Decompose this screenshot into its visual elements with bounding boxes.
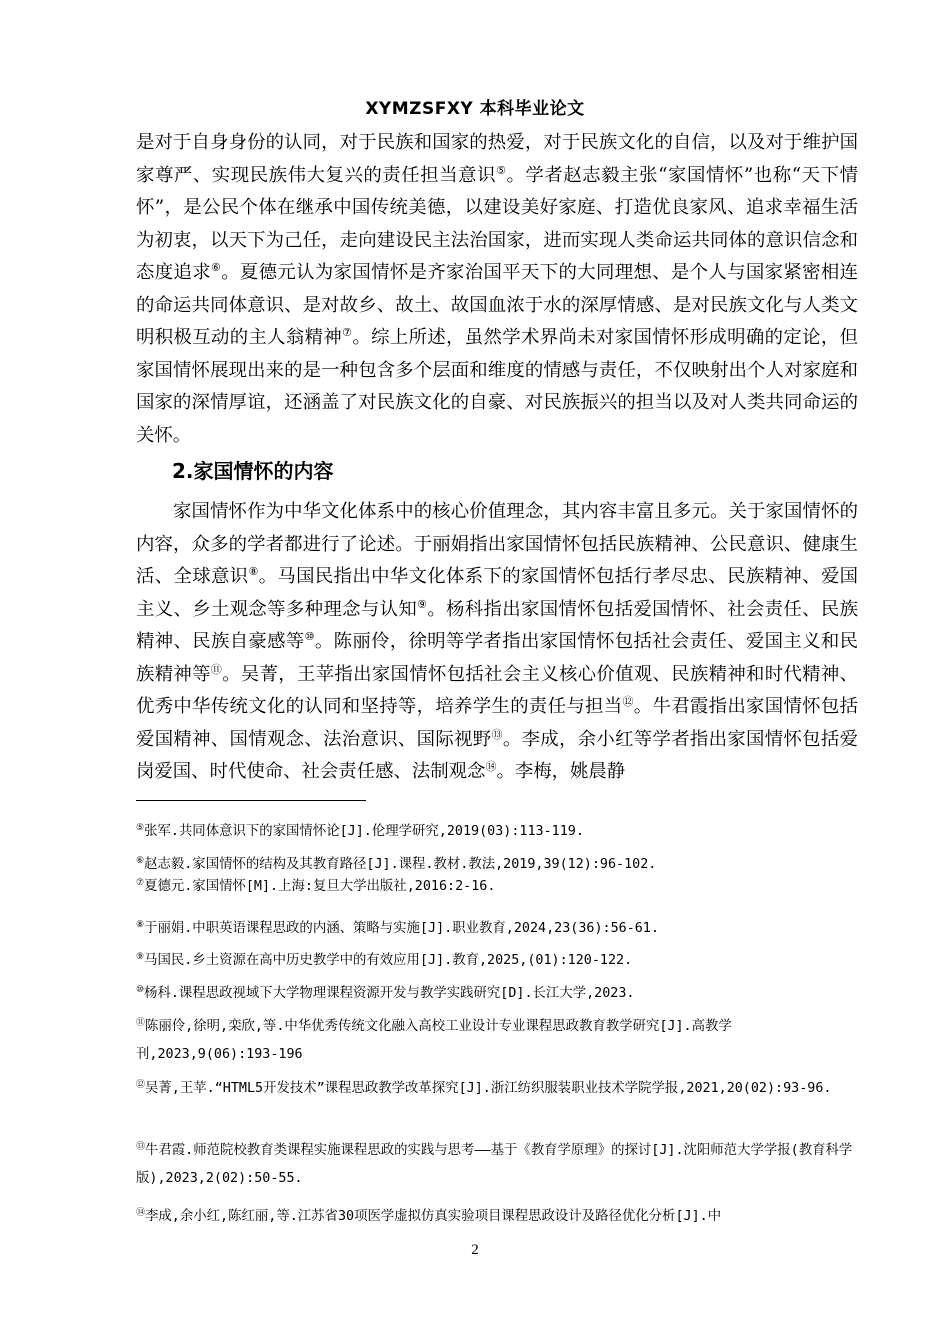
- text-run: 。综上所述，虽然学术界尚未对家国情怀形成明确的定论，但家国情怀展现出来的是一种包含多个层面和维度的情感与责任，不仅映射出个人对家庭和国家的深情厚谊，还涵盖了对民族文化的自豪、对民族振兴的担当以及对人类共同命运的关怀。: [136, 327, 858, 446]
- footnote-mark: ⑤: [136, 823, 145, 833]
- footnote: [136, 1013, 860, 1069]
- footnote-ref[interactable]: ⑨: [417, 597, 428, 611]
- footnote: [136, 1137, 860, 1193]
- footnote-text: 吴菁,王苹.“HTML5开发技术”课程思政教学改革探究[J].浙江纺织服装职业技术学院学报,2021,20(02):93-96.: [145, 1081, 832, 1096]
- footnote-mark: ⑭: [136, 1208, 146, 1218]
- footnote-ref[interactable]: ⑩: [304, 630, 315, 643]
- footnote-text: 杨科.课程思政视域下大学物理课程资源开发与教学实践研究[D].长江大学,2023.: [144, 986, 635, 1001]
- page-header: XYMZSFXY 本科毕业论文: [365, 99, 585, 119]
- footnote-text: 李成,余小红,陈红丽,等.江苏省30项医学虚拟仿真实验项目课程思政设计及路径优化分析[J].中: [145, 1209, 722, 1224]
- footnote-mark: ⑦: [136, 878, 145, 888]
- footnote-mark: ⑧: [136, 920, 145, 930]
- footnote-text: 张军.共同体意识下的家国情怀论[J].伦理学研究,2019(03):113-119.: [144, 824, 584, 839]
- footnote: [136, 915, 860, 943]
- text-run: 家国情怀作为中华文化体系中的核心价值理念，其内容丰富且多元。关于家国情怀的内容，众多的学者都进行了论述。于丽娟指出家国情怀包括民族精神、公民意识、健康生活、全球意识: [136, 501, 858, 587]
- text-run: 。牛君霞指出家国情怀包括爱国精神、国情观念、法治意识、国际视野: [136, 696, 858, 750]
- footnote-ref[interactable]: ⑤: [496, 163, 507, 177]
- section-heading: 2.家国情怀的内容: [172, 459, 334, 483]
- footnote-text: 赵志毅.家国情怀的结构及其教育路径[J].课程.教材.教法,2019,39(12):96-102.: [144, 857, 657, 872]
- footnote-ref[interactable]: ⑧: [248, 565, 259, 578]
- footnote-text: 夏德元.家国情怀[M].上海:复旦大学出版社,2016:2-16.: [144, 879, 496, 894]
- footnote: [136, 818, 860, 846]
- footnote-ref[interactable]: ⑦: [342, 326, 353, 339]
- footnote-mark: ⑩: [136, 985, 145, 995]
- paragraph-content: [136, 496, 858, 789]
- text-run: 。马国民指出中华文化体系下的家国情怀包括行孝尽忠、民族精神、爱国主义、乡土观念等多种理念与认知: [136, 566, 858, 620]
- footnote-text: 牛君霞.师范院校教育类课程实施课程思政的实践与思考——基于《教育学原理》的探讨[J].沈阳师范大学学报(教育科学版),2023,2(02):50-55.: [136, 1143, 853, 1186]
- footnote-mark: ⑫: [136, 1080, 146, 1090]
- footnote: [136, 947, 860, 975]
- footnote-ref[interactable]: ⑭: [485, 760, 497, 773]
- footnote: [136, 1203, 860, 1231]
- text-run: 。夏德元认为家国情怀是齐家治国平天下的大同理想、是个人与国家紧密相连的命运共同体意识、是对故乡、故土、故国血浓于水的深厚情感、是对民族文化与人类文明积极互动的主人翁精神: [136, 262, 858, 348]
- text-run: 。吴菁，王苹指出家国情怀包括社会主义核心价值观、民族精神和时代精神、优秀中华传统文化的认同和坚持等，培养学生的责任与担当: [136, 663, 858, 717]
- footnote-ref[interactable]: ⑫: [622, 695, 634, 708]
- text-run: 是对于自身身份的认同，对于民族和国家的热爱，对于民族文化的自信，以及对于维护国家尊严、实现民族伟大复兴的责任担当意识: [136, 132, 858, 186]
- footnote-text: 马国民.乡土资源在高中历史教学中的有效应用[J].教育,2025,(01):120-122.: [144, 953, 633, 968]
- text-run: 。杨科指出家国情怀包括爱国情怀、社会责任、民族精神、民族自豪感等: [136, 598, 858, 652]
- footnote: [136, 1075, 860, 1103]
- footnote: [136, 873, 860, 901]
- footnote-mark: ⑪: [136, 1018, 146, 1028]
- text-run: 。陈丽伶，徐明等学者指出家国情怀包括社会责任、爱国主义和民族精神等: [136, 631, 858, 685]
- footnote-separator: [136, 800, 366, 801]
- footnote-ref[interactable]: ⑬: [491, 727, 503, 741]
- text-run: 。李成，余小红等学者指出家国情怀包括爱岗爱国、时代使命、社会责任感、法制观念: [136, 728, 858, 782]
- paragraph-definition: [136, 127, 858, 452]
- footnote: [136, 980, 860, 1008]
- page-number: 2: [471, 1242, 479, 1258]
- footnote-ref[interactable]: ⑥: [210, 261, 222, 274]
- footnote-text: 于丽娟.中职英语课程思政的内涵、策略与实施[J].职业教育,2024,23(36):56-61.: [144, 921, 659, 936]
- text-run: 。学者赵志毅主张“家国情怀”也称“天下情怀”，是公民个体在继承中国传统美德，以建设美好家庭、打造优良家风、追求幸福生活为初衷，以天下为己任，走向建设民主法治国家，进而实现人类命运共同体的意识信念和态度追求: [136, 164, 858, 283]
- footnote-mark: ⑥: [136, 856, 145, 866]
- footnote-text: 陈丽伶,徐明,栾欣,等.中华优秀传统文化融入高校工业设计专业课程思政教育教学研究[J].高教学刊,2023,9(06):193-196: [136, 1019, 732, 1062]
- footnote-mark: ⑬: [136, 1142, 146, 1152]
- footnote-ref[interactable]: ⑪: [210, 662, 223, 676]
- footnote-mark: ⑨: [136, 952, 145, 962]
- text-run: 。李梅，姚晨静: [496, 761, 626, 782]
